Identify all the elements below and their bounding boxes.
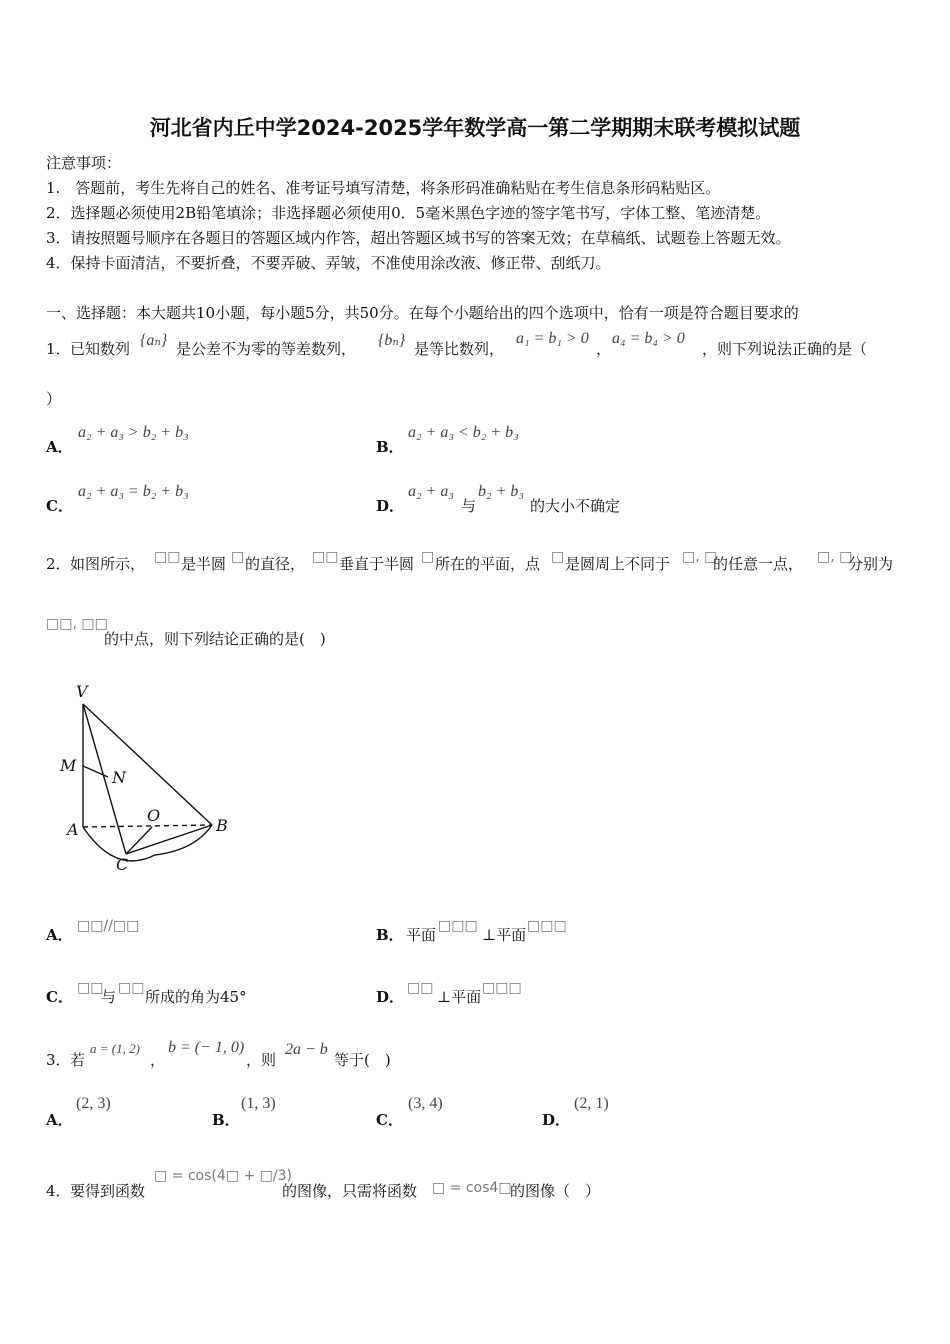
option-label: D． — [376, 497, 405, 515]
question-text: 如图所示， — [70, 555, 146, 573]
option-math: (3, 4) — [408, 1095, 443, 1112]
math-expression: □ = cos(4□ + □/3) — [154, 1168, 292, 1184]
option-math: a₂ + a₃ < b₂ + b₃ — [408, 424, 519, 441]
question-text: ， — [150, 1051, 166, 1069]
option-glyph: □□□ — [482, 980, 522, 996]
math-expression: b = (− 1, 0) — [168, 1039, 245, 1056]
label-n: N — [112, 768, 126, 787]
question-number: 4． — [46, 1182, 71, 1200]
option-text: ⊥平面 — [437, 988, 482, 1006]
option-label: B． — [376, 438, 404, 456]
option-text: 与 — [101, 988, 117, 1006]
semicircle-arc — [83, 825, 212, 861]
math-expression: a₄ = b₄ > 0 — [612, 330, 685, 347]
question-text: 的图像，只需将函数 — [282, 1182, 418, 1200]
question-text: 是圆周上不同于 — [565, 555, 671, 573]
question-number: 2． — [46, 555, 71, 573]
missing-glyph: □ — [421, 549, 435, 565]
question-text: 若 — [70, 1051, 86, 1069]
option-text: 所成的角为45° — [145, 988, 247, 1006]
option-glyph: □□ — [118, 980, 145, 996]
math-expression: {aₙ} — [140, 332, 168, 349]
notice-item: 2．选择题必须使用2B铅笔填涂；非选择题必须使用0．5毫米黑色字迹的签字笔书写，字体工整、笔迹清楚。 — [46, 204, 771, 222]
missing-glyph: □ — [551, 549, 565, 565]
question-text: 是等比数列， — [414, 340, 505, 358]
option-label: A． — [46, 926, 73, 944]
option-label: D． — [376, 988, 405, 1006]
label-v: V — [76, 682, 88, 701]
geometry-figure — [55, 680, 245, 880]
math-expression: {bₙ} — [378, 332, 406, 349]
option-math: b₂ + b₃ — [478, 483, 524, 500]
option-math: a₂ + a₃ = b₂ + b₃ — [78, 483, 189, 500]
question-text: ） — [46, 390, 62, 408]
missing-glyph: □□ — [154, 549, 181, 565]
option-label: A． — [46, 438, 73, 456]
label-c: C — [116, 855, 129, 874]
question-text: 的中点，则下列结论正确的是( ) — [104, 630, 326, 648]
option-label: C． — [46, 988, 73, 1006]
option-math: (2, 1) — [574, 1095, 609, 1112]
section-heading: 一、选择题：本大题共10小题，每小题5分，共50分。在每个小题给出的四个选项中，恰有一项是符合题目要求的 — [46, 304, 799, 322]
label-a: A — [67, 820, 79, 839]
option-label: C． — [376, 1111, 403, 1129]
missing-glyph: □□, □□ — [46, 616, 108, 632]
option-text: 与 — [461, 497, 477, 515]
missing-glyph: □□ — [312, 549, 339, 565]
question-number: 1． — [46, 340, 71, 358]
option-label: B． — [376, 926, 404, 944]
question-text: 所在的平面，点 — [435, 555, 541, 573]
label-m: M — [60, 756, 77, 775]
segment-mn — [83, 766, 108, 777]
option-text: ⊥平面 — [482, 926, 527, 944]
option-math: (1, 3) — [241, 1095, 276, 1112]
notice-item: 1. 答题前，考生先将自己的姓名、准考证号填写清楚，将条形码准确粘贴在考生信息条形码粘贴区。 — [46, 179, 721, 197]
notice-heading: 注意事项： — [46, 154, 122, 172]
question-text: 已知数列 — [70, 340, 131, 358]
option-text: 的大小不确定 — [530, 497, 621, 515]
label-b: B — [216, 816, 228, 835]
question-text: ， — [596, 340, 612, 358]
option-label: B． — [212, 1111, 240, 1129]
question-text: 要得到函数 — [70, 1182, 146, 1200]
notice-item: 3．请按照题号顺序在各题目的答题区域内作答，超出答题区域书写的答案无效；在草稿纸、试题卷上答题无效。 — [46, 229, 791, 247]
option-text: 平面 — [406, 926, 437, 944]
missing-glyph: □ — [231, 549, 245, 565]
question-text: 的任意一点， — [713, 555, 804, 573]
question-text: 是公差不为零的等差数列， — [176, 340, 357, 358]
question-text: 的直径， — [245, 555, 306, 573]
math-expression: a₁ = b₁ > 0 — [516, 330, 589, 347]
math-expression: 2a − b — [285, 1041, 328, 1058]
math-expression: □ = cos4□ — [432, 1180, 512, 1196]
option-label: C． — [46, 497, 73, 515]
question-text: 的图像（ ） — [510, 1182, 601, 1200]
diameter-ab — [83, 825, 212, 827]
option-math: (2, 3) — [76, 1095, 111, 1112]
math-expression: a = (1, 2) — [90, 1041, 140, 1056]
option-glyph: □□□ — [527, 918, 567, 934]
page-title: 河北省内丘中学2024-2025学年数学高一第二学期期末联考模拟试题 — [149, 116, 801, 140]
option-math: a₂ + a₃ > b₂ + b₃ — [78, 424, 189, 441]
notice-item: 4．保持卡面清洁，不要折叠，不要弄破、弄皱，不准使用涂改液、修正带、刮纸刀。 — [46, 254, 611, 272]
option-math: a₂ + a₃ — [408, 483, 454, 500]
question-number: 3． — [46, 1051, 71, 1069]
question-text: 是半圆 — [181, 555, 227, 573]
option-label: A． — [46, 1111, 73, 1129]
question-text: 分别为 — [848, 555, 894, 573]
question-text: ，则 — [246, 1051, 277, 1069]
option-glyph: □□ — [77, 980, 104, 996]
missing-glyph: □, □ — [682, 549, 718, 565]
missing-glyph: □, □ — [817, 549, 853, 565]
option-glyph: □□//□□ — [77, 918, 140, 934]
option-glyph: □□□ — [438, 918, 478, 934]
option-label: D． — [542, 1111, 571, 1129]
question-text: 垂直于半圆 — [339, 555, 415, 573]
label-o: O — [147, 806, 161, 825]
question-text: 等于( ) — [334, 1051, 391, 1069]
question-text: ，则下列说法正确的是（ — [702, 340, 868, 358]
option-glyph: □□ — [407, 980, 434, 996]
